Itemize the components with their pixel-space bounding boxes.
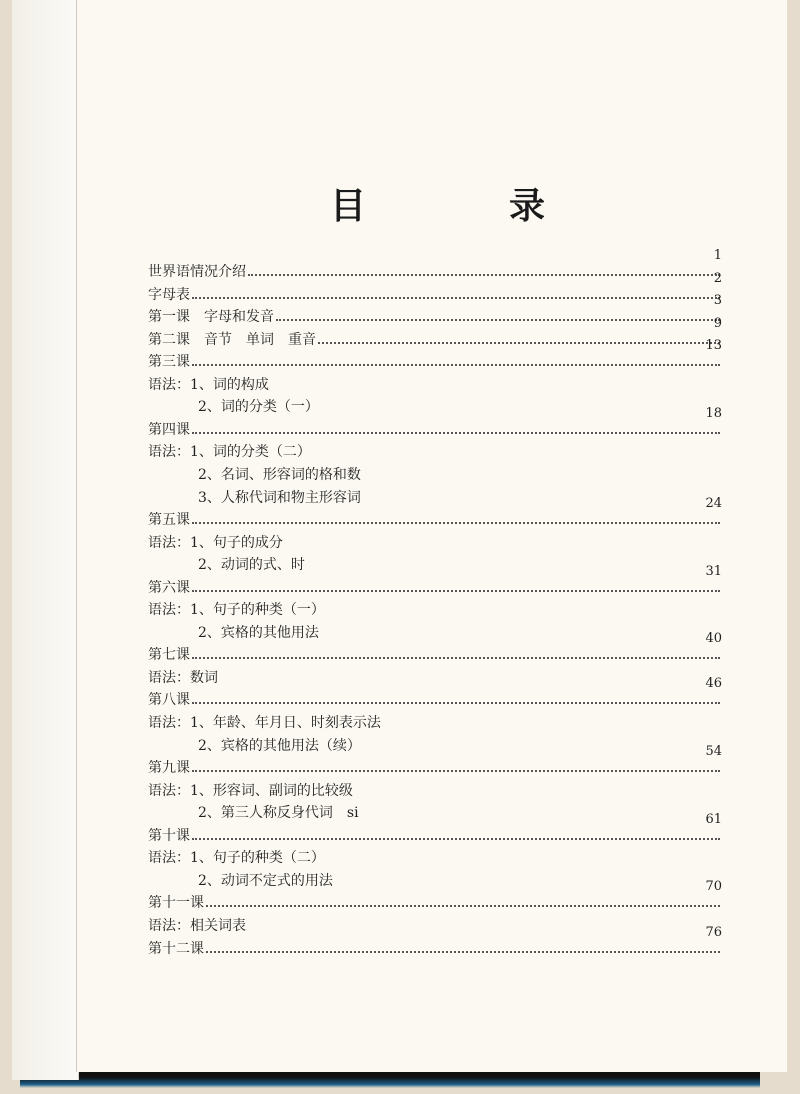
toc-page-number: 46 <box>705 676 722 692</box>
toc-entry <box>148 801 722 823</box>
dot-leader <box>192 364 720 366</box>
toc-page-number: 9 <box>713 315 722 331</box>
toc-entry <box>148 395 722 417</box>
toc-entry <box>148 779 722 801</box>
toc-page-number: 13 <box>705 338 722 354</box>
dot-leader <box>192 657 720 659</box>
toc-page-number: 76 <box>705 924 722 940</box>
toc-page-number: 3 <box>713 293 722 309</box>
toc-entry <box>148 846 722 868</box>
toc-entry-title: 语法：数词 <box>148 669 218 686</box>
toc-entry <box>148 553 722 575</box>
toc-page-number: 31 <box>705 563 722 579</box>
dot-leader <box>192 590 720 592</box>
toc-page-number: 2 <box>713 270 722 286</box>
toc-entry <box>148 734 722 756</box>
toc-entry-title: 2、第三人称反身代词 si <box>198 805 359 822</box>
toc-page-number: 1 <box>713 248 722 263</box>
toc-entry-title: 第四课 <box>148 421 190 438</box>
toc-page-number: 54 <box>705 744 722 760</box>
toc-entry-title: 字母表 <box>148 286 190 303</box>
toc-entry-title: 第十课 <box>148 827 190 844</box>
title-char-2: 录 <box>508 185 545 227</box>
book-binding-edge <box>12 0 79 1080</box>
toc-entry <box>148 666 722 688</box>
toc-entry-title: 3、人称代词和物主形容词 <box>198 489 361 506</box>
toc-entry-title: 语法：相关词表 <box>148 917 246 934</box>
toc-entry <box>148 440 722 462</box>
toc-entry-title: 2、宾格的其他用法 <box>198 624 319 641</box>
dot-leader <box>192 432 720 434</box>
page-title <box>330 178 545 229</box>
toc-page-number: 40 <box>705 631 722 647</box>
toc-entry-title: 第十二课 <box>148 940 204 957</box>
toc-entry-title: 语法：1、形容词、副词的比较级 <box>148 782 353 799</box>
dot-leader <box>206 951 720 953</box>
toc-entry <box>148 248 722 282</box>
toc-entry <box>148 914 722 936</box>
toc-entry-title: 第十一课 <box>148 895 204 912</box>
page-shadow <box>20 1070 760 1088</box>
toc-entry <box>148 486 722 508</box>
toc-entry-title: 2、名词、形容词的格和数 <box>198 466 361 483</box>
toc-entry <box>148 869 722 891</box>
dot-leader <box>276 319 720 321</box>
toc-entry <box>148 531 722 553</box>
toc-entry-title: 语法：1、词的分类（二） <box>148 444 311 461</box>
toc-entry-title: 第九课 <box>148 760 190 777</box>
toc-entry-title: 第五课 <box>148 512 190 529</box>
toc-page-number: 18 <box>705 405 722 421</box>
toc-entry-title: 语法：1、词的构成 <box>148 376 269 393</box>
toc-entry-title: 第七课 <box>148 647 190 664</box>
dot-leader <box>318 342 720 344</box>
dot-leader <box>192 702 720 704</box>
toc-entry-title: 2、动词的式、时 <box>198 557 305 574</box>
title-char-1: 目 <box>330 185 367 227</box>
toc-entry-title: 2、宾格的其他用法（续） <box>198 737 361 754</box>
toc-page-number: 24 <box>705 496 722 512</box>
dot-leader <box>192 770 720 772</box>
dot-leader <box>248 274 720 276</box>
toc-entry-title: 语法：1、年龄、年月日、时刻表示法 <box>148 715 381 731</box>
toc-entry-title: 第六课 <box>148 579 190 596</box>
toc-entry <box>148 621 722 643</box>
dot-leader <box>192 297 720 299</box>
toc-entry-title: 第二课 音节 单词 重音 <box>148 331 316 348</box>
toc-entry-title: 2、词的分类（一） <box>198 399 319 416</box>
toc-entry-title: 世界语情况介绍 <box>148 264 246 280</box>
toc-page-number: 70 <box>705 879 722 895</box>
toc-page-number: 61 <box>705 811 722 827</box>
toc-entry-title: 第八课 <box>148 692 190 709</box>
toc-entry-title: 语法：1、句子的种类（一） <box>148 602 325 619</box>
toc-entry-title: 2、动词不定式的用法 <box>198 872 333 889</box>
toc-entry <box>148 373 722 395</box>
dot-leader <box>192 838 720 840</box>
toc-entry <box>148 598 722 620</box>
toc-entry-title: 第一课 字母和发音 <box>148 309 274 326</box>
toc-entry-title: 语法：1、句子的种类（二） <box>148 850 325 867</box>
toc-entry <box>148 463 722 485</box>
dot-leader <box>206 905 720 907</box>
toc-entry-title: 第三课 <box>148 354 190 371</box>
toc-entry <box>148 711 722 733</box>
dot-leader <box>192 522 720 524</box>
toc-entry-title: 语法：1、句子的成分 <box>148 534 283 551</box>
